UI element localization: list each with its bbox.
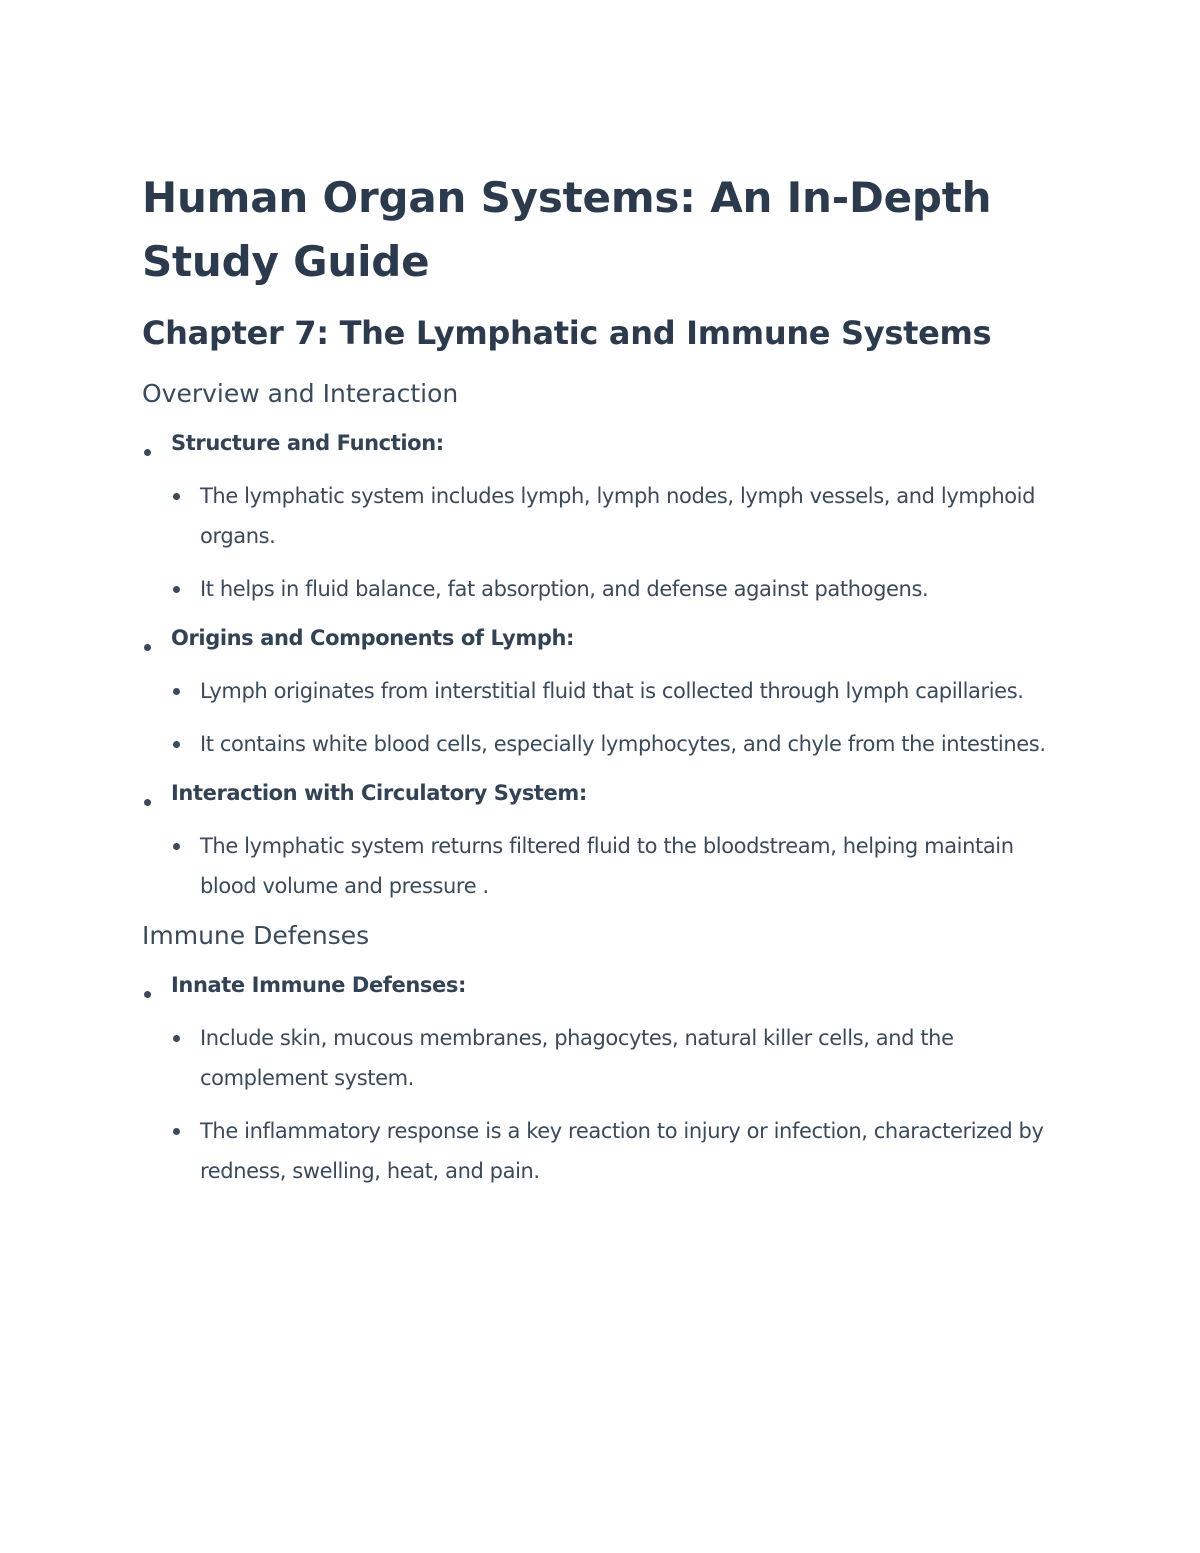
list-item <box>171 724 1072 764</box>
chapter-title: Chapter 7: The Lymphatic and Immune Systems <box>142 314 992 352</box>
sub-list <box>171 826 1072 906</box>
topic-label: Structure and Function: <box>171 431 444 455</box>
point-text: The lymphatic system includes lymph, lymph nodes, lymph vessels, and lymphoid organs. <box>200 484 1036 548</box>
list-item <box>171 476 1072 556</box>
list-item <box>142 773 1072 906</box>
bullet-icon <box>173 1128 180 1135</box>
bullet-icon <box>144 449 151 456</box>
point-text: It contains white blood cells, especially lymphocytes, and chyle from the intestines. <box>200 732 1046 756</box>
list-item <box>142 423 1072 609</box>
point-text: The inflammatory response is a key reaction to injury or infection, characterized by redness, swelling, heat, and pain. <box>200 1119 1044 1183</box>
list-item <box>171 671 1072 711</box>
list-item <box>171 826 1072 906</box>
topic-label: Origins and Components of Lymph: <box>171 626 575 650</box>
bullet-icon <box>173 688 180 695</box>
topic-list <box>142 423 1072 906</box>
list-item <box>142 618 1072 764</box>
bullet-icon <box>173 843 180 850</box>
list-item <box>142 965 1072 1191</box>
bullet-icon <box>173 586 180 593</box>
section-heading-overview: Overview and Interaction <box>142 379 459 408</box>
list-item <box>171 1111 1072 1191</box>
point-text: The lymphatic system returns filtered fluid to the bloodstream, helping maintain blood volume and pressure . <box>200 834 1014 898</box>
bullet-icon <box>173 1035 180 1042</box>
list-item <box>171 1018 1072 1098</box>
document-title: Human Organ Systems: An In-Depth Study Guide <box>142 173 992 286</box>
section-heading-immune-defenses: Immune Defenses <box>142 921 370 950</box>
topic-list <box>142 965 1072 1191</box>
bullet-icon <box>144 644 151 651</box>
topic-label: Interaction with Circulatory System: <box>171 781 587 805</box>
sub-list <box>171 671 1072 764</box>
bullet-icon <box>173 741 180 748</box>
list-item <box>171 569 1072 609</box>
point-text: It helps in fluid balance, fat absorption, and defense against pathogens. <box>200 577 929 601</box>
topic-label: Innate Immune Defenses: <box>171 973 466 997</box>
point-text: Lymph originates from interstitial fluid that is collected through lymph capillaries. <box>200 679 1024 703</box>
point-text: Include skin, mucous membranes, phagocytes, natural killer cells, and the complement system. <box>200 1026 954 1090</box>
sub-list <box>171 1018 1072 1191</box>
bullet-icon <box>144 799 151 806</box>
sub-list <box>171 476 1072 609</box>
bullet-icon <box>173 493 180 500</box>
document-page <box>142 166 1072 1191</box>
bullet-icon <box>144 991 151 998</box>
